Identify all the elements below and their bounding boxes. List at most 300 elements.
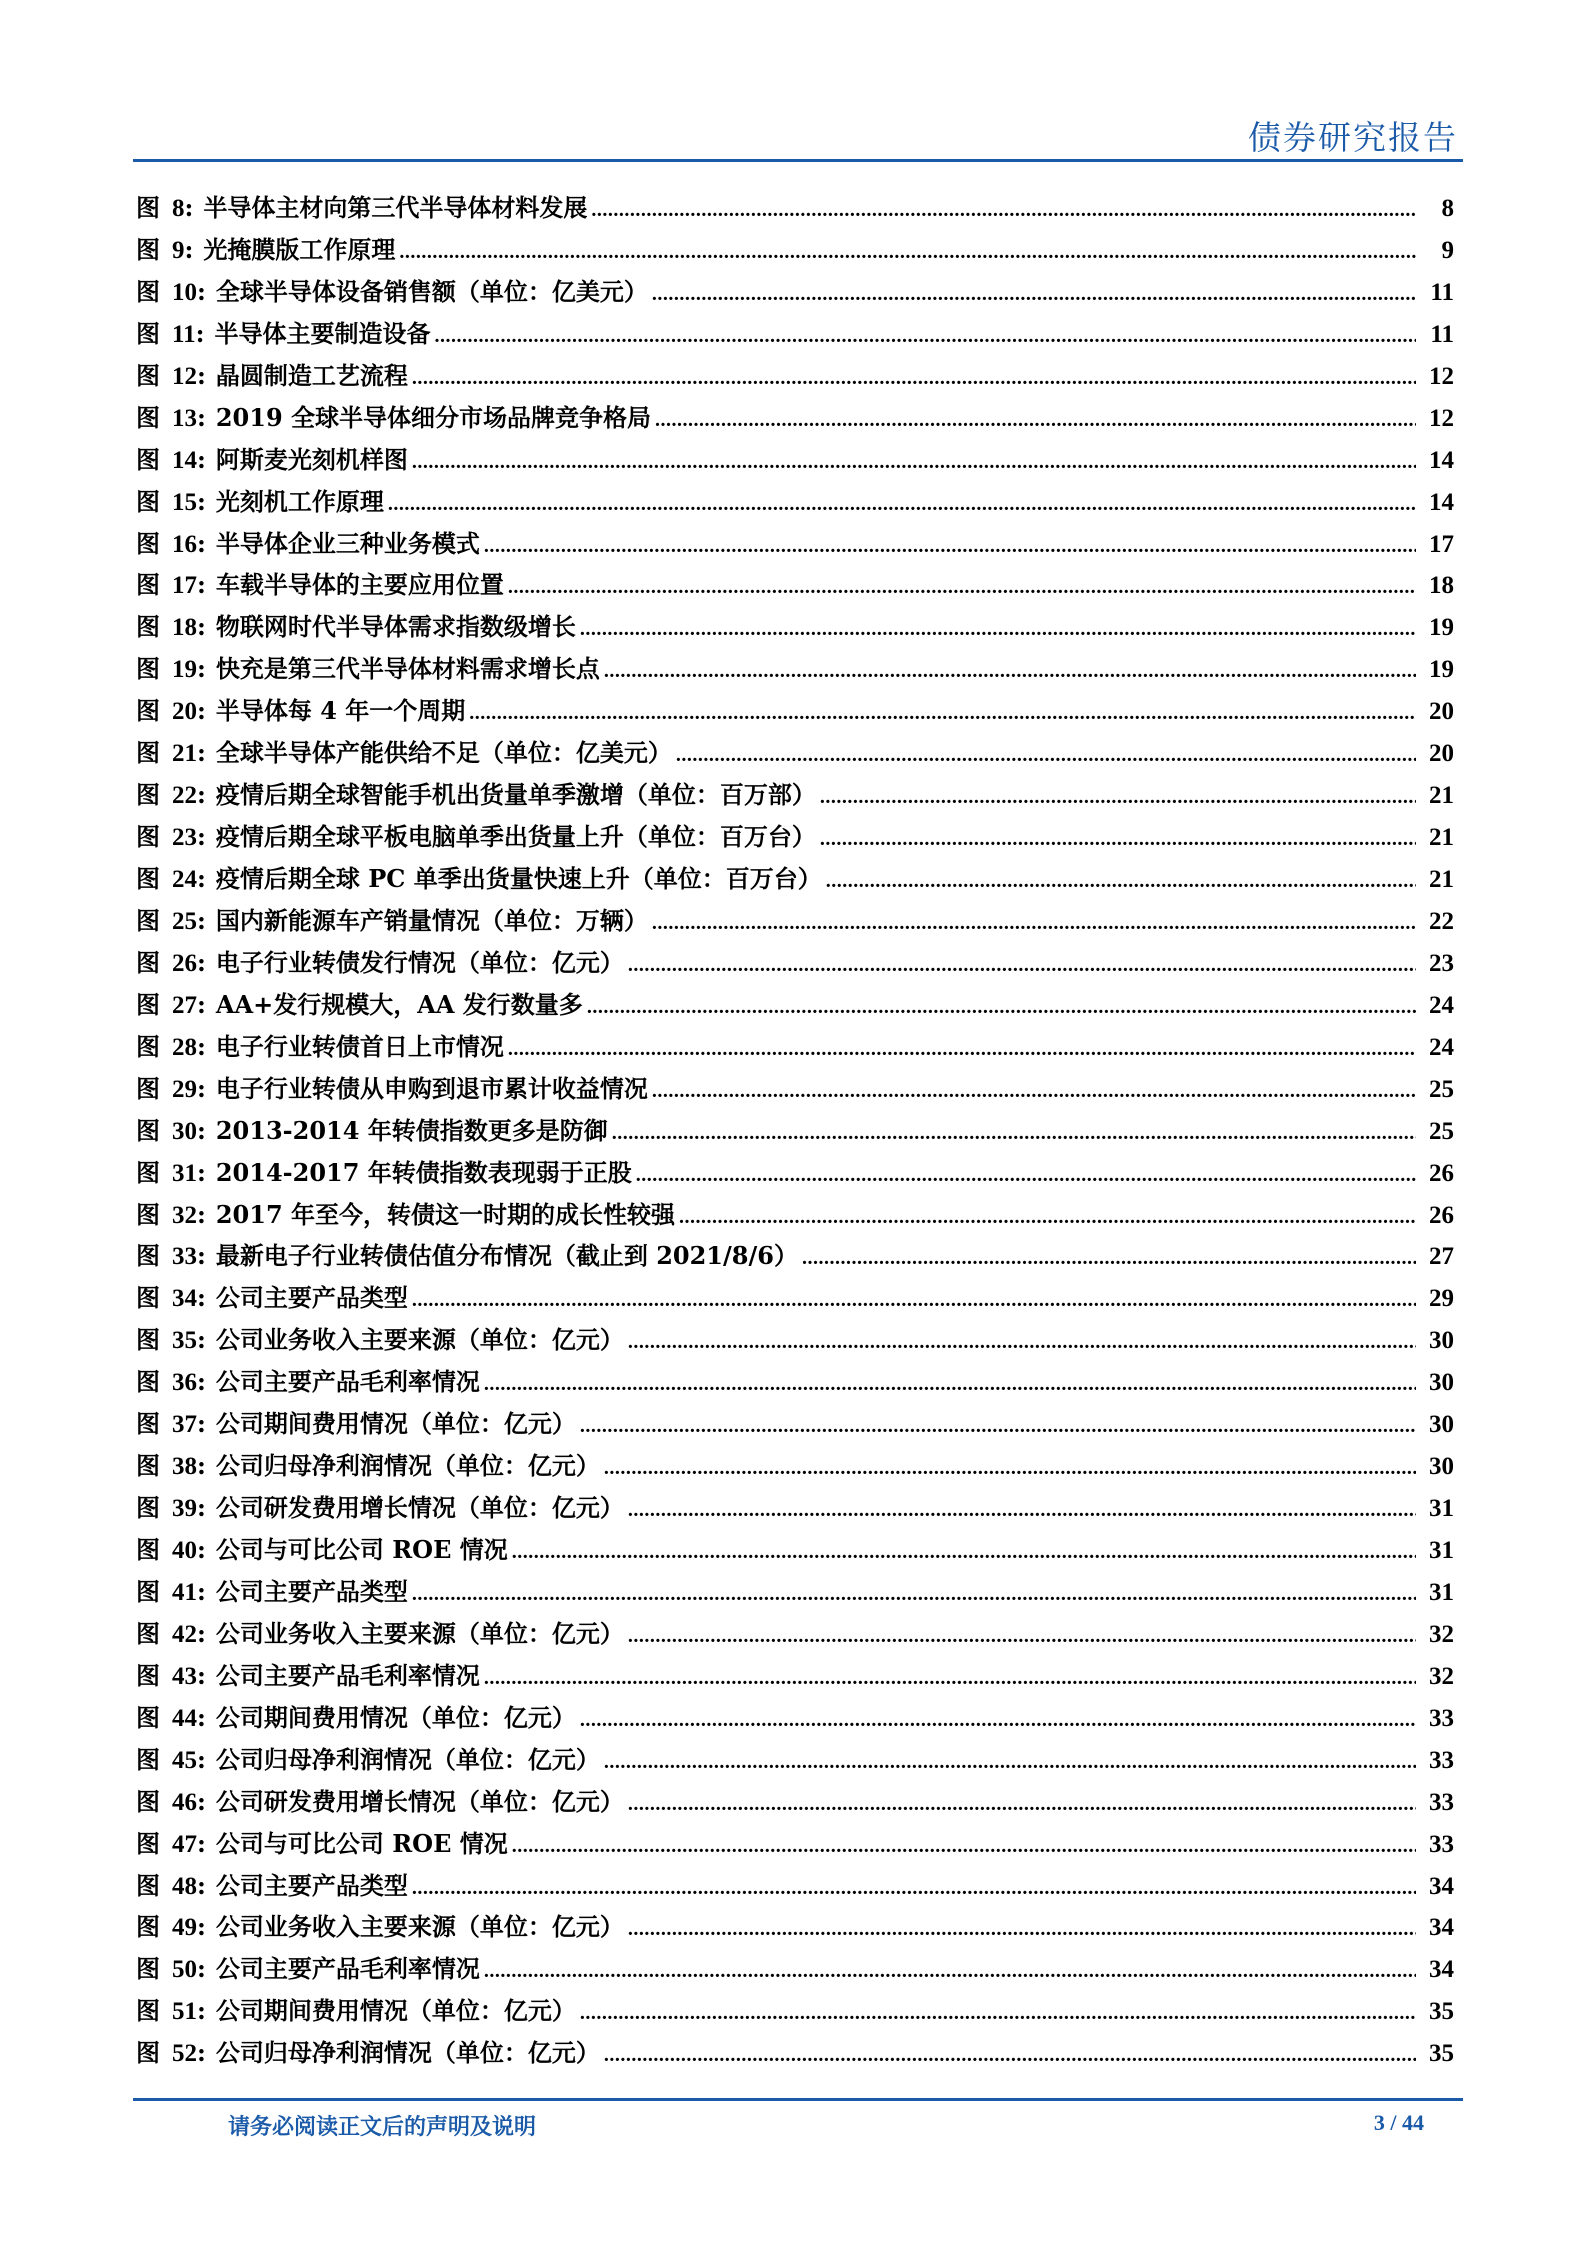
figure-title[interactable]: 全球半导体产能供给不足（单位：亿美元） — [215, 738, 672, 768]
figure-colon: : — [197, 1283, 206, 1313]
toc-entry[interactable] — [136, 1490, 1454, 1532]
figure-number: 23 — [172, 824, 197, 852]
figure-title[interactable]: 物联网时代半导体需求指数级增长 — [215, 612, 576, 642]
page-number[interactable]: 18 — [1429, 572, 1454, 600]
figure-number: 27 — [172, 991, 197, 1019]
figure-label: 图 — [136, 234, 160, 264]
figure-label: 图 — [136, 444, 160, 474]
toc-entry[interactable] — [136, 274, 1454, 316]
page-number[interactable]: 31 — [1429, 1578, 1454, 1606]
page-number[interactable]: 9 — [1441, 236, 1454, 264]
figure-number: 19 — [172, 656, 197, 684]
figure-colon: : — [197, 1828, 206, 1858]
figure-title[interactable]: 快充是第三代半导体材料需求增长点 — [215, 654, 600, 684]
page-number[interactable]: 17 — [1429, 530, 1454, 558]
page-indicator: 3 / 44 — [1373, 2110, 1424, 2135]
figure-number: 10 — [172, 278, 197, 306]
figure-label: 图 — [136, 1786, 160, 1816]
figure-title[interactable]: 晶圆制造工艺流程 — [215, 360, 408, 390]
toc-entry[interactable] — [136, 526, 1454, 568]
report-type-title: 债券研究报告 — [1248, 118, 1458, 157]
figure-colon: : — [197, 1702, 206, 1732]
page-number[interactable]: 11 — [1430, 320, 1454, 348]
dot-leader — [826, 863, 1416, 899]
figure-colon: : — [195, 318, 205, 348]
toc-entry[interactable] — [136, 1448, 1454, 1490]
figure-colon: : — [197, 402, 206, 432]
page-number[interactable]: 23 — [1429, 949, 1454, 977]
toc-entry[interactable] — [136, 987, 1454, 1029]
page-number[interactable]: 27 — [1429, 1243, 1454, 1271]
figure-number: 20 — [172, 698, 197, 726]
figure-title[interactable]: 公司归母净利润情况（单位：亿元） — [215, 1451, 600, 1481]
figure-colon: : — [197, 360, 206, 390]
toc-entry[interactable] — [136, 1574, 1454, 1616]
figure-number: 26 — [172, 949, 197, 977]
dot-leader — [484, 528, 1416, 564]
dot-leader — [652, 276, 1416, 312]
figure-colon: : — [197, 528, 206, 558]
figure-colon: : — [197, 1073, 206, 1103]
figure-title[interactable]: 2014-2017 年转债指数表现弱于正股 — [215, 1157, 632, 1187]
page-number[interactable]: 32 — [1429, 1662, 1454, 1690]
figure-number: 40 — [172, 1537, 197, 1564]
figure-label: 图 — [136, 905, 160, 935]
toc-entry[interactable] — [136, 1406, 1454, 1448]
figure-label: 图 — [136, 1199, 160, 1229]
figure-colon: : — [197, 570, 206, 600]
figure-colon: : — [197, 1451, 206, 1481]
figure-label: 图 — [136, 486, 160, 516]
toc-entry[interactable] — [136, 1113, 1454, 1155]
toc-entry[interactable] — [136, 903, 1454, 945]
page-number[interactable]: 11 — [1430, 278, 1454, 306]
figure-title[interactable]: 公司期间费用情况（单位：亿元） — [215, 1409, 576, 1439]
figure-number: 18 — [172, 614, 197, 642]
toc-entry[interactable] — [136, 1197, 1454, 1239]
figure-title[interactable]: 2017 年至今，转债这一时期的成长性较强 — [215, 1199, 676, 1229]
figure-label: 图 — [136, 738, 160, 768]
figure-title[interactable]: 公司业务收入主要来源（单位：亿元） — [215, 1618, 624, 1648]
toc-entry[interactable] — [136, 1951, 1454, 1993]
figure-title[interactable]: AA+发行规模大，AA 发行数量多 — [215, 989, 583, 1019]
figure-colon: : — [197, 1870, 206, 1900]
page-number[interactable]: 34 — [1429, 1872, 1454, 1900]
dot-leader — [412, 1282, 1416, 1318]
figure-number: 51 — [172, 1998, 197, 2026]
figure-label: 图 — [136, 1660, 160, 1690]
figure-title[interactable]: 公司与可比公司 ROE 情况 — [215, 1535, 508, 1564]
dot-leader — [820, 821, 1416, 857]
figure-title[interactable]: 电子行业转债首日上市情况 — [215, 1031, 504, 1061]
toc-entry[interactable] — [136, 1364, 1454, 1406]
figure-label: 图 — [136, 1283, 160, 1313]
disclaimer-note: 请务必阅读正文后的声明及说明 — [228, 2114, 537, 2140]
dot-leader — [628, 1911, 1416, 1947]
page-number[interactable]: 19 — [1429, 614, 1454, 642]
figure-number: 46 — [172, 1788, 197, 1816]
figure-label: 图 — [136, 696, 160, 726]
page-number[interactable]: 31 — [1429, 1537, 1454, 1564]
toc-entry[interactable] — [136, 1909, 1454, 1951]
page-number[interactable]: 29 — [1429, 1285, 1454, 1313]
dot-leader — [628, 1786, 1416, 1822]
page-number[interactable]: 21 — [1429, 782, 1454, 810]
dot-leader — [604, 653, 1416, 689]
figure-number: 35 — [172, 1327, 197, 1355]
toc-entry[interactable] — [136, 316, 1454, 358]
figure-title[interactable]: 半导体主材向第三代半导体材料发展 — [203, 193, 588, 222]
dot-leader — [512, 1534, 1416, 1570]
page-number[interactable]: 19 — [1429, 656, 1454, 684]
figure-colon: : — [197, 1241, 206, 1271]
toc-entry[interactable] — [136, 777, 1454, 819]
page-number[interactable]: 21 — [1429, 824, 1454, 852]
page-number[interactable]: 8 — [1441, 195, 1454, 222]
toc-entry[interactable] — [136, 1826, 1454, 1868]
figure-number: 21 — [172, 740, 197, 768]
figure-label: 图 — [136, 1744, 160, 1774]
figure-list-toc — [136, 190, 1454, 2077]
figure-number: 14 — [172, 446, 197, 474]
dot-leader — [604, 1744, 1416, 1780]
figure-label: 图 — [136, 1157, 160, 1187]
dot-leader — [388, 486, 1416, 522]
dot-leader — [580, 611, 1416, 647]
figure-title[interactable]: 疫情后期全球 PC 单季出货量快速上升（单位：百万台） — [215, 864, 822, 893]
figure-number: 41 — [172, 1578, 197, 1606]
figure-title[interactable]: 公司主要产品类型 — [215, 1283, 408, 1313]
figure-title[interactable]: 阿斯麦光刻机样图 — [215, 444, 408, 474]
figure-number: 33 — [172, 1243, 197, 1271]
toc-entry[interactable] — [136, 2035, 1454, 2077]
dot-leader — [580, 1408, 1416, 1444]
toc-entry[interactable] — [136, 1238, 1454, 1280]
toc-entry[interactable] — [136, 1742, 1454, 1784]
figure-label: 图 — [136, 1702, 160, 1732]
dot-leader — [587, 989, 1416, 1025]
dot-leader — [628, 1324, 1416, 1360]
toc-entry[interactable] — [136, 1280, 1454, 1322]
dot-leader — [412, 1576, 1416, 1612]
figure-colon: : — [197, 1576, 206, 1606]
figure-colon: : — [197, 1535, 206, 1564]
toc-entry[interactable] — [136, 735, 1454, 777]
dot-leader — [628, 1492, 1416, 1528]
page-number[interactable]: 14 — [1429, 446, 1454, 474]
dot-leader — [652, 1073, 1416, 1109]
figure-label: 图 — [136, 1031, 160, 1061]
figure-colon: : — [197, 1367, 206, 1397]
figure-number: 13 — [172, 404, 197, 432]
figure-number: 34 — [172, 1285, 197, 1313]
figure-colon: : — [197, 822, 206, 852]
figure-title[interactable]: 公司主要产品类型 — [215, 1870, 408, 1900]
figure-number: 28 — [172, 1033, 197, 1061]
figure-label: 图 — [136, 1954, 160, 1984]
figure-number: 44 — [172, 1704, 197, 1732]
page-number[interactable]: 12 — [1429, 404, 1454, 432]
figure-label: 图 — [136, 1535, 160, 1564]
figure-colon: : — [184, 234, 194, 264]
figure-colon: : — [197, 1786, 206, 1816]
figure-title[interactable]: 公司主要产品毛利率情况 — [215, 1367, 480, 1397]
figure-title[interactable]: 2013-2014 年转债指数更多是防御 — [215, 1115, 608, 1145]
toc-entry[interactable] — [136, 232, 1454, 274]
header-divider — [133, 159, 1463, 162]
dot-leader — [399, 234, 1416, 270]
dot-leader — [484, 1366, 1416, 1402]
figure-colon: : — [197, 989, 206, 1019]
figure-title[interactable]: 电子行业转债从申购到退市累计收益情况 — [215, 1073, 648, 1103]
figure-label: 图 — [136, 822, 160, 852]
figure-number: 9 — [172, 236, 185, 264]
page-number[interactable]: 34 — [1429, 1914, 1454, 1942]
figure-number: 31 — [172, 1159, 197, 1187]
toc-entry[interactable] — [136, 1658, 1454, 1700]
figure-colon: : — [197, 1493, 206, 1523]
figure-label: 图 — [136, 1241, 160, 1271]
dot-leader — [412, 360, 1416, 396]
dot-leader — [612, 1115, 1416, 1151]
page-number[interactable]: 30 — [1429, 1327, 1454, 1355]
figure-label: 图 — [136, 402, 160, 432]
figure-number: 29 — [172, 1075, 197, 1103]
page-number[interactable]: 33 — [1429, 1746, 1454, 1774]
figure-number: 24 — [172, 866, 197, 893]
toc-entry[interactable] — [136, 945, 1454, 987]
figure-number: 50 — [172, 1956, 197, 1984]
page-number[interactable]: 12 — [1429, 362, 1454, 390]
figure-colon: : — [197, 864, 206, 893]
page-number[interactable]: 25 — [1429, 1075, 1454, 1103]
figure-number: 42 — [172, 1620, 197, 1648]
page-number[interactable]: 30 — [1429, 1369, 1454, 1397]
figure-label: 图 — [136, 947, 160, 977]
page-number[interactable]: 26 — [1429, 1201, 1454, 1229]
figure-colon: : — [197, 1618, 206, 1648]
figure-colon: : — [197, 1912, 206, 1942]
page-number[interactable]: 31 — [1429, 1495, 1454, 1523]
figure-number: 32 — [172, 1201, 197, 1229]
figure-label: 图 — [136, 654, 160, 684]
dot-leader — [604, 1450, 1416, 1486]
toc-entry[interactable] — [136, 567, 1454, 609]
page-number[interactable]: 21 — [1429, 866, 1454, 893]
dot-leader — [591, 192, 1416, 228]
dot-leader — [412, 1870, 1416, 1906]
page-number[interactable]: 22 — [1429, 907, 1454, 935]
figure-colon: : — [184, 193, 194, 222]
figure-colon: : — [197, 1199, 206, 1229]
toc-entry[interactable] — [136, 819, 1454, 861]
figure-title[interactable]: 公司期间费用情况（单位：亿元） — [215, 1702, 576, 1732]
figure-label: 图 — [136, 1073, 160, 1103]
toc-entry[interactable] — [136, 693, 1454, 735]
figure-title[interactable]: 最新电子行业转债估值分布情况（截止到 2021/8/6） — [215, 1241, 798, 1271]
figure-title[interactable]: 公司业务收入主要来源（单位：亿元） — [215, 1325, 624, 1355]
page-number[interactable]: 14 — [1429, 488, 1454, 516]
figure-title[interactable]: 全球半导体设备销售额（单位：亿美元） — [215, 276, 648, 306]
page-number[interactable]: 32 — [1429, 1620, 1454, 1648]
figure-number: 52 — [172, 2040, 197, 2068]
figure-title[interactable]: 公司研发费用增长情况（单位：亿元） — [215, 1493, 624, 1523]
figure-title[interactable]: 公司与可比公司 ROE 情况 — [215, 1828, 508, 1858]
figure-title[interactable]: 公司期间费用情况（单位：亿元） — [215, 1996, 576, 2026]
dot-leader — [604, 2037, 1416, 2073]
figure-colon: : — [197, 738, 206, 768]
page-number[interactable]: 20 — [1429, 740, 1454, 768]
figure-label: 图 — [136, 989, 160, 1019]
page-number[interactable]: 34 — [1429, 1956, 1454, 1984]
figure-colon: : — [197, 486, 206, 516]
page-number[interactable]: 20 — [1429, 698, 1454, 726]
dot-leader — [820, 779, 1416, 815]
figure-label: 图 — [136, 1576, 160, 1606]
page-number[interactable]: 24 — [1429, 1033, 1454, 1061]
figure-title[interactable]: 光刻机工作原理 — [215, 486, 384, 516]
toc-entry[interactable] — [136, 1868, 1454, 1910]
figure-title[interactable]: 公司主要产品毛利率情况 — [215, 1954, 480, 1984]
page-number[interactable]: 25 — [1429, 1117, 1454, 1145]
figure-colon: : — [197, 444, 206, 474]
figure-label: 图 — [136, 1912, 160, 1942]
page-number[interactable]: 33 — [1429, 1788, 1454, 1816]
figure-label: 图 — [136, 2038, 160, 2068]
figure-title[interactable]: 公司研发费用增长情况（单位：亿元） — [215, 1786, 624, 1816]
figure-number: 48 — [172, 1872, 197, 1900]
figure-label: 图 — [136, 1828, 160, 1858]
figure-colon: : — [197, 1031, 206, 1061]
figure-colon: : — [197, 1115, 206, 1145]
figure-colon: : — [197, 696, 206, 726]
toc-entry[interactable] — [136, 651, 1454, 693]
figure-title[interactable]: 国内新能源车产销量情况（单位：万辆） — [215, 905, 648, 935]
toc-entry[interactable] — [136, 609, 1454, 651]
figure-title[interactable]: 公司主要产品类型 — [215, 1576, 408, 1606]
figure-colon: : — [197, 1996, 206, 2026]
figure-title[interactable]: 电子行业转债发行情况（单位：亿元） — [215, 947, 624, 977]
figure-colon: : — [197, 1157, 206, 1187]
figure-label: 图 — [136, 318, 160, 348]
dot-leader — [655, 402, 1416, 438]
footer-divider — [133, 2098, 1463, 2101]
figure-label: 图 — [136, 864, 160, 893]
page-number[interactable]: 35 — [1429, 1998, 1454, 2026]
dot-leader — [469, 695, 1416, 731]
figure-colon: : — [197, 1409, 206, 1439]
figure-title[interactable]: 车载半导体的主要应用位置 — [215, 570, 504, 600]
figure-colon: : — [197, 1660, 206, 1690]
figure-number: 22 — [172, 782, 197, 810]
figure-number: 47 — [172, 1830, 197, 1858]
figure-number: 37 — [172, 1411, 197, 1439]
figure-colon: : — [197, 1325, 206, 1355]
toc-entry[interactable] — [136, 1322, 1454, 1364]
page-number[interactable]: 24 — [1429, 991, 1454, 1019]
figure-label: 图 — [136, 1367, 160, 1397]
figure-label: 图 — [136, 528, 160, 558]
dot-leader — [676, 737, 1416, 773]
toc-entry[interactable] — [136, 1993, 1454, 2035]
figure-number: 15 — [172, 488, 197, 516]
figure-number: 39 — [172, 1495, 197, 1523]
figure-number: 36 — [172, 1369, 197, 1397]
toc-entry[interactable] — [136, 484, 1454, 526]
toc-entry[interactable] — [136, 190, 1454, 232]
figure-number: 25 — [172, 907, 197, 935]
toc-entry[interactable] — [136, 1071, 1454, 1113]
figure-label: 图 — [136, 360, 160, 390]
figure-title[interactable]: 疫情后期全球智能手机出货量单季激增（单位：百万部） — [215, 780, 816, 810]
toc-entry[interactable] — [136, 1784, 1454, 1826]
page-number[interactable]: 35 — [1429, 2040, 1454, 2068]
figure-number: 30 — [172, 1117, 197, 1145]
figure-label: 图 — [136, 780, 160, 810]
toc-entry[interactable] — [136, 1616, 1454, 1658]
figure-title[interactable]: 公司主要产品毛利率情况 — [215, 1660, 480, 1690]
figure-label: 图 — [136, 193, 160, 222]
figure-title[interactable]: 半导体企业三种业务模式 — [215, 528, 480, 558]
toc-entry[interactable] — [136, 400, 1454, 442]
figure-label: 图 — [136, 1618, 160, 1648]
figure-title[interactable]: 公司归母净利润情况（单位：亿元） — [215, 1744, 600, 1774]
dot-leader — [412, 444, 1416, 480]
figure-title[interactable]: 半导体每 4 年一个周期 — [215, 696, 466, 726]
figure-title[interactable]: 疫情后期全球平板电脑单季出货量上升（单位：百万台） — [215, 822, 816, 852]
figure-label: 图 — [136, 276, 160, 306]
toc-entry[interactable] — [136, 442, 1454, 484]
toc-entry[interactable] — [136, 1532, 1454, 1574]
page-number[interactable]: 33 — [1429, 1704, 1454, 1732]
toc-entry[interactable] — [136, 1700, 1454, 1742]
figure-colon: : — [197, 1954, 206, 1984]
dot-leader — [652, 905, 1416, 941]
figure-number: 11 — [172, 320, 196, 348]
dot-leader — [508, 1031, 1416, 1067]
dot-leader — [580, 1702, 1416, 1738]
toc-entry[interactable] — [136, 1029, 1454, 1071]
figure-number: 43 — [172, 1662, 197, 1690]
figure-number: 17 — [172, 572, 197, 600]
toc-entry[interactable] — [136, 861, 1454, 903]
page-number[interactable]: 30 — [1429, 1453, 1454, 1481]
figure-label: 图 — [136, 570, 160, 600]
figure-title[interactable]: 公司业务收入主要来源（单位：亿元） — [215, 1912, 624, 1942]
figure-colon: : — [197, 905, 206, 935]
figure-title[interactable]: 光掩膜版工作原理 — [203, 234, 396, 264]
figure-colon: : — [197, 780, 206, 810]
dot-leader — [628, 1618, 1416, 1654]
figure-label: 图 — [136, 1325, 160, 1355]
page-number[interactable]: 33 — [1429, 1830, 1454, 1858]
figure-colon: : — [197, 276, 206, 306]
dot-leader — [508, 569, 1416, 605]
page-number[interactable]: 30 — [1429, 1411, 1454, 1439]
figure-title[interactable]: 2019 全球半导体细分市场品牌竞争格局 — [215, 402, 652, 432]
toc-entry[interactable] — [136, 1155, 1454, 1197]
figure-number: 38 — [172, 1453, 197, 1481]
figure-label: 图 — [136, 1996, 160, 2026]
figure-colon: : — [197, 2038, 206, 2068]
dot-leader — [679, 1199, 1416, 1235]
page-number[interactable]: 26 — [1429, 1159, 1454, 1187]
figure-title[interactable]: 公司归母净利润情况（单位：亿元） — [215, 2038, 600, 2068]
toc-entry[interactable] — [136, 358, 1454, 400]
figure-number: 49 — [172, 1914, 197, 1942]
figure-colon: : — [197, 947, 206, 977]
figure-title[interactable]: 半导体主要制造设备 — [214, 318, 431, 348]
